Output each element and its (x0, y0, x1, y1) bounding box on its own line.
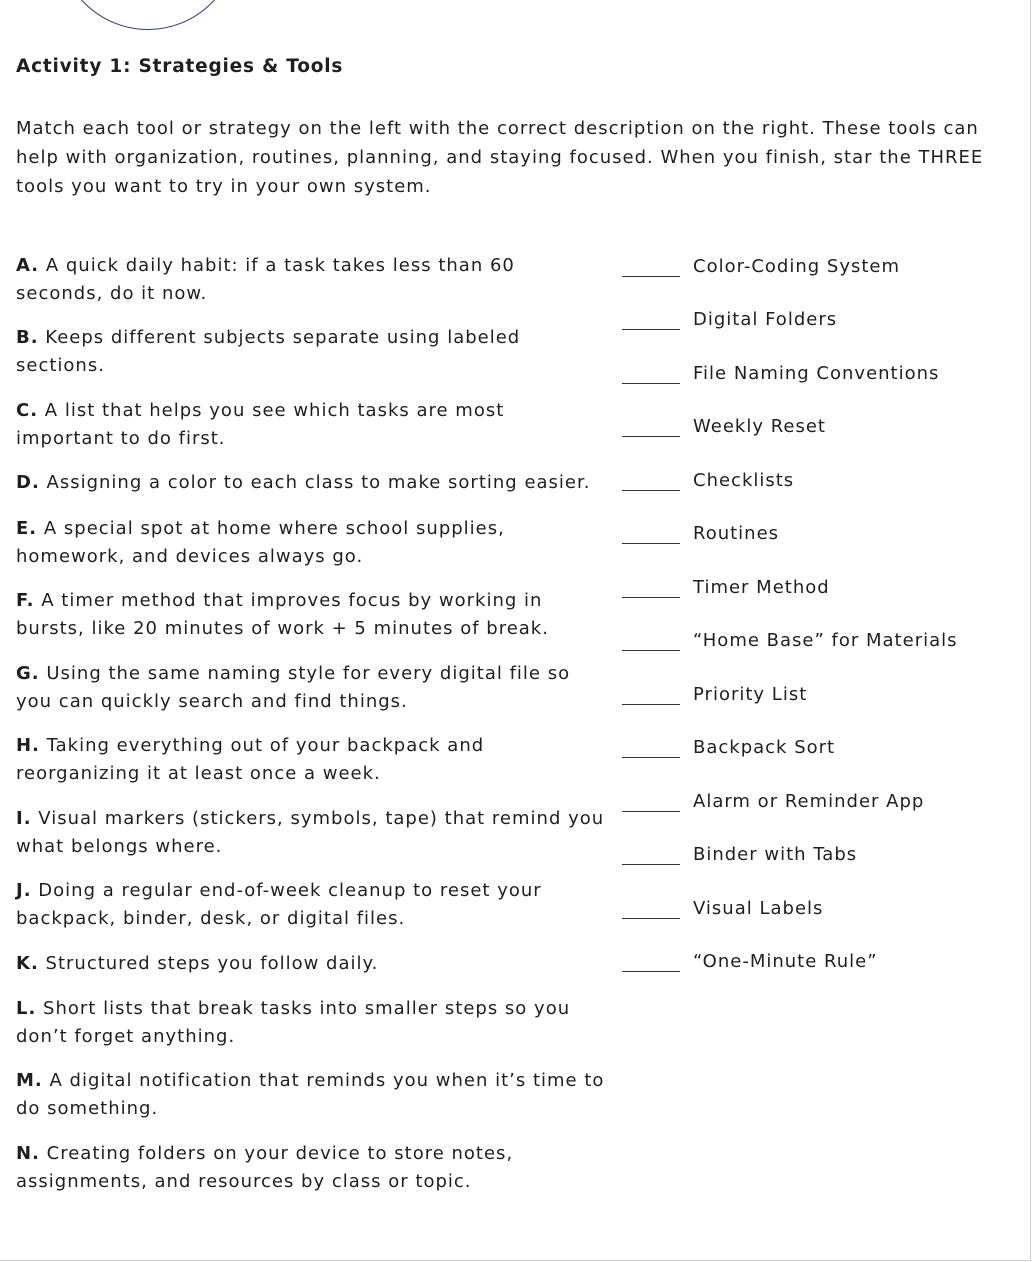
answer-blank[interactable] (622, 305, 680, 330)
answer-blank[interactable] (622, 626, 680, 651)
tool-match-row (622, 789, 924, 814)
tool-label: Alarm or Reminder App (693, 791, 925, 812)
item-letter: N. (16, 1143, 40, 1164)
item-text: Structured steps you follow daily. (45, 953, 379, 974)
item-letter: M. (16, 1070, 43, 1091)
decorative-circle (58, 0, 238, 30)
item-text: Short lists that break tasks into smaller steps so you don’t forget anything. (16, 998, 571, 1047)
tool-label: Priority List (693, 684, 808, 705)
description-item (16, 397, 606, 452)
answer-blank[interactable] (622, 466, 680, 491)
description-item (16, 324, 606, 379)
item-letter: J. (16, 880, 32, 901)
answer-blank[interactable] (622, 840, 680, 865)
item-text: Creating folders on your device to store notes, assignments, and resources by class or topic. (16, 1143, 514, 1192)
answer-blank[interactable] (622, 412, 680, 437)
tool-match-row (622, 254, 900, 279)
tool-label: File Naming Conventions (693, 363, 940, 384)
tool-match-row (622, 414, 826, 439)
tool-label: Weekly Reset (693, 416, 826, 437)
tool-match-row (622, 842, 857, 867)
tool-label: Checklists (693, 470, 795, 491)
description-item (16, 950, 606, 978)
description-item (16, 877, 606, 932)
tool-match-row (622, 682, 807, 707)
description-item (16, 1067, 606, 1122)
instructions-paragraph: Match each tool or strategy on the left with the correct description on the right. These tools can help with organization, routines, planning, and staying focused. When you finish, star the THREE tools you want to try in your own system. (16, 118, 984, 197)
item-letter: D. (16, 472, 40, 493)
description-item (16, 587, 606, 642)
item-letter: E. (16, 518, 38, 539)
item-text: A special spot at home where school supplies, homework, and devices always go. (16, 518, 505, 567)
item-letter: H. (16, 735, 40, 756)
description-item (16, 515, 606, 570)
answer-blank[interactable] (622, 359, 680, 384)
item-text: A quick daily habit: if a task takes less than 60 seconds, do it now. (16, 255, 515, 304)
item-text: Assigning a color to each class to make sorting easier. (46, 472, 591, 493)
item-text: Doing a regular end-of-week cleanup to reset your backpack, binder, desk, or digital files. (16, 880, 542, 929)
item-text: A digital notification that reminds you when it’s time to do something. (16, 1070, 605, 1119)
tool-match-row (622, 735, 835, 760)
tool-match-row (622, 949, 878, 974)
activity-title: Activity 1: Strategies & Tools (16, 56, 344, 77)
description-item (16, 252, 606, 307)
tool-label: Binder with Tabs (693, 844, 858, 865)
item-letter: F. (16, 590, 35, 611)
item-text: Using the same naming style for every digital file so you can quickly search and find things. (16, 663, 571, 712)
item-letter: A. (16, 255, 40, 276)
item-text: A list that helps you see which tasks are most important to do first. (16, 400, 505, 449)
tool-match-row (622, 575, 830, 600)
answer-blank[interactable] (622, 519, 680, 544)
tool-label: “One-Minute Rule” (693, 951, 878, 972)
tool-label: “Home Base” for Materials (693, 630, 958, 651)
tool-label: Digital Folders (693, 309, 838, 330)
tool-match-row (622, 307, 837, 332)
tool-label: Backpack Sort (693, 737, 836, 758)
item-text: Visual markers (stickers, symbols, tape) that remind you what belongs where. (16, 808, 605, 857)
tool-match-row (622, 896, 823, 921)
description-item (16, 1140, 606, 1195)
item-letter: C. (16, 400, 39, 421)
item-letter: I. (16, 808, 32, 829)
answer-blank[interactable] (622, 252, 680, 277)
answer-blank[interactable] (622, 733, 680, 758)
tool-match-row (622, 361, 939, 386)
tool-match-row (622, 628, 958, 653)
item-text: Keeps different subjects separate using labeled sections. (16, 327, 521, 376)
answer-blank[interactable] (622, 947, 680, 972)
description-item (16, 805, 606, 860)
answer-blank[interactable] (622, 573, 680, 598)
item-letter: G. (16, 663, 40, 684)
tool-label: Color-Coding System (693, 256, 901, 277)
tool-match-row (622, 521, 779, 546)
tool-match-row (622, 468, 794, 493)
answer-blank[interactable] (622, 787, 680, 812)
answer-blank[interactable] (622, 680, 680, 705)
item-text: Taking everything out of your backpack and reorganizing it at least once a week. (16, 735, 485, 784)
tool-label: Visual Labels (693, 898, 824, 919)
answer-blank[interactable] (622, 894, 680, 919)
description-item (16, 660, 606, 715)
description-item (16, 995, 606, 1050)
item-letter: B. (16, 327, 39, 348)
item-text: A timer method that improves focus by working in bursts, like 20 minutes of work + 5 minutes of break. (16, 590, 549, 639)
description-item (16, 469, 606, 497)
item-letter: K. (16, 953, 39, 974)
tool-label: Timer Method (693, 577, 830, 598)
tool-label: Routines (693, 523, 780, 544)
item-letter: L. (16, 998, 37, 1019)
description-item (16, 732, 606, 787)
